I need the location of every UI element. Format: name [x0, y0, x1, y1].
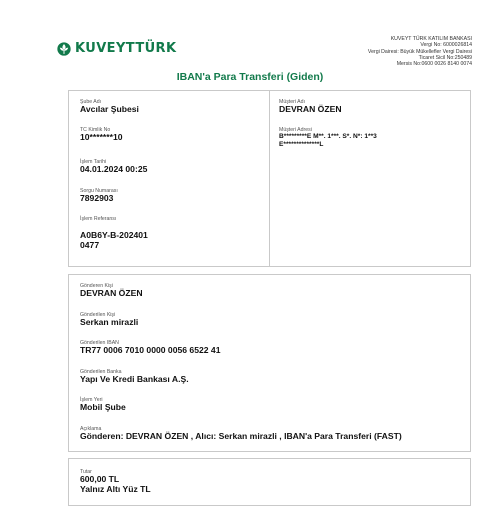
recipient-value: Serkan mirazli [80, 317, 139, 327]
logo-wordmark: KUVEYTTÜRK [75, 41, 177, 56]
transfer-details-box [68, 274, 471, 452]
customer-name-label: Müşteri Adı [279, 99, 305, 105]
sender-field [80, 283, 143, 299]
tulip-logo-icon [57, 42, 71, 56]
description-value: Gönderen: DEVRAN ÖZEN , Alıcı: Serkan mirazli , IBAN'a Para Transferi (FAST) [80, 431, 402, 441]
channel-label: İşlem Yeri [80, 397, 103, 403]
bank-logo [57, 41, 176, 56]
customer-address-label: Müşteri Adresi [279, 127, 312, 133]
amount-value: 600,00 TL [80, 474, 120, 484]
bank-field [80, 369, 189, 385]
reference-field [80, 216, 148, 250]
tc-id-field [80, 127, 123, 143]
mersis-number: Mersis No:0600 0026 8140 0074 [396, 61, 472, 68]
customer-info-box [68, 90, 471, 267]
recipient-label: Gönderilen Kişi [80, 312, 116, 318]
query-number-label: Sorgu Numarası [80, 188, 118, 194]
transaction-date-label: İşlem Tarihi [80, 159, 107, 165]
column-divider [269, 91, 270, 266]
receipt-title: IBAN'a Para Transferi (Giden) [176, 71, 324, 83]
iban-value: TR77 0006 7010 0000 0056 6522 41 [80, 345, 221, 355]
tc-id-label: TC Kimlik No [80, 127, 111, 133]
bank-info [368, 36, 472, 67]
customer-name-field [279, 99, 342, 115]
branch-value: Avcılar Şubesi [80, 104, 139, 114]
sender-label: Gönderen Kişi [80, 283, 113, 289]
sender-value: DEVRAN ÖZEN [80, 288, 143, 298]
customer-name-value: DEVRAN ÖZEN [279, 104, 342, 114]
bank-name: KUVEYT TÜRK KATILIM BANKASI [390, 36, 472, 42]
amount-field [80, 469, 151, 494]
reference-label: İşlem Referansı [80, 216, 117, 222]
branch-field [80, 99, 139, 115]
transaction-date-value: 04.01.2024 00:25 [80, 164, 148, 174]
tax-office: Vergi Dairesi: Büyük Mükellefler Vergi Dairesi [367, 48, 472, 55]
amount-label: Tutar [80, 469, 92, 475]
trade-registry: Ticaret Sicil No:250489 [418, 54, 472, 61]
transaction-date-field [80, 159, 147, 175]
customer-address-value: B*********E M**. 1***. S*. N*: 1**3 E**************L [279, 133, 377, 148]
tax-number: Vergi No: 6000026814 [420, 42, 472, 49]
recipient-field [80, 312, 138, 328]
description-field [80, 426, 402, 442]
description-label: Açıklama [80, 426, 102, 432]
bank-value: Yapı Ve Kredi Bankası A.Ş. [80, 374, 189, 384]
branch-label: Şube Adı [80, 99, 102, 105]
tc-id-value: 10*******10 [80, 132, 123, 142]
iban-label: Gönderilen IBAN [80, 340, 119, 346]
amount-box [68, 458, 471, 506]
channel-field [80, 397, 126, 413]
channel-value: Mobil Şube [80, 402, 126, 412]
receipt-header [0, 0, 500, 78]
query-number-value: 7892903 [80, 193, 114, 203]
query-number-field [80, 188, 118, 204]
bank-label: Gönderilen Banka [80, 369, 122, 375]
customer-address-field [279, 127, 377, 149]
amount-in-words: Yalnız Altı Yüz TL [80, 483, 151, 494]
iban-field [80, 340, 221, 356]
reference-value: A0B6Y-B-202401 0477 [80, 230, 148, 250]
